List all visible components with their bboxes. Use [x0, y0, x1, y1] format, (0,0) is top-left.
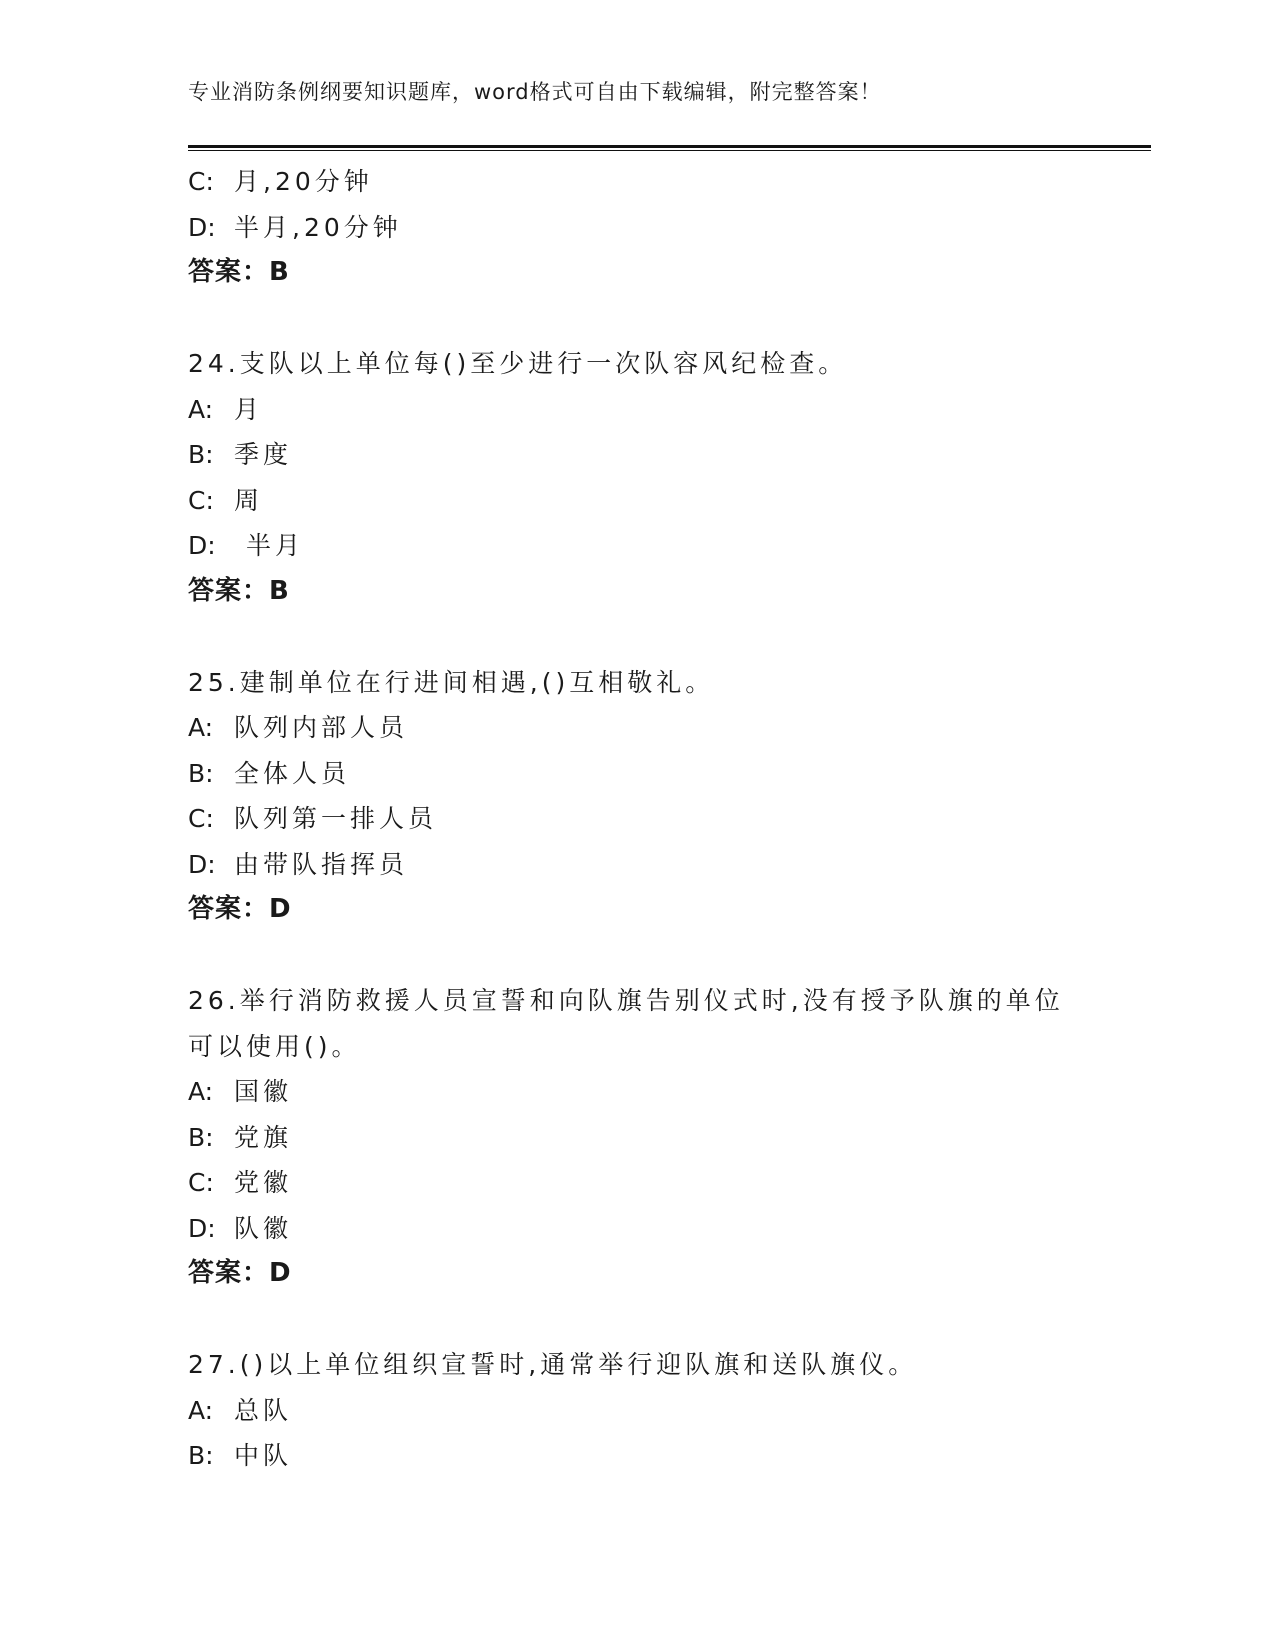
answer-line: 答案：B [188, 257, 290, 287]
option-label: B: [188, 758, 214, 788]
option-c [188, 796, 1088, 842]
option-label: D: [188, 531, 216, 560]
option-c [188, 478, 1088, 524]
option-label: A: [188, 1077, 214, 1106]
option-label: D: [188, 1213, 216, 1243]
option-text: 月 [234, 394, 264, 424]
option-text: 半月,20分钟 [234, 212, 402, 242]
option-label: B: [188, 440, 214, 469]
option-d [188, 523, 1088, 569]
answer-line: 答案：D [188, 894, 292, 924]
option-label: D: [188, 849, 216, 879]
option-text: 中队 [234, 1441, 293, 1470]
answer-line: 答案：B [188, 575, 290, 606]
question-stem: 27.()以上单位组织宣誓时,通常举行迎队旗和送队旗仪。 [188, 1350, 918, 1379]
option-a [188, 1388, 1088, 1434]
option-text: 国徽 [234, 1077, 293, 1106]
option-c [188, 159, 1088, 205]
option-d [188, 1206, 1088, 1252]
page-header: 专业消防条例纲要知识题库，word格式可自由下载编辑，附完整答案！ [188, 80, 882, 104]
option-d [188, 205, 1088, 251]
option-text: 党旗 [234, 1122, 293, 1152]
option-c [188, 1160, 1088, 1206]
option-label: C: [188, 167, 214, 196]
option-text: 季度 [234, 440, 293, 469]
option-b [188, 1115, 1088, 1161]
option-a [188, 387, 1088, 433]
option-label: A: [188, 1395, 214, 1425]
option-text: 党徽 [234, 1168, 293, 1197]
question-content [188, 159, 1088, 1479]
option-text: 队列内部人员 [234, 713, 409, 742]
option-label: C: [188, 804, 214, 833]
option-label: B: [188, 1122, 214, 1152]
header-rule-thin [188, 150, 1151, 151]
option-d [188, 842, 1088, 888]
option-label: C: [188, 1168, 214, 1197]
option-label: C: [188, 485, 214, 515]
option-label: B: [188, 1441, 214, 1470]
option-label: A: [188, 713, 214, 742]
option-text: 半月 [234, 531, 304, 560]
option-label: D: [188, 212, 216, 242]
option-b [188, 1433, 1088, 1479]
option-text: 队列第一排人员 [234, 804, 438, 833]
option-text: 队徽 [234, 1213, 293, 1243]
option-text: 总队 [234, 1395, 293, 1425]
option-text: 由带队指挥员 [234, 849, 409, 879]
header-rule-thick [188, 145, 1151, 148]
question-stem: 26.举行消防救援人员宣誓和向队旗告别仪式时,没有授予队旗的单位 [188, 986, 1064, 1015]
option-b [188, 751, 1088, 797]
question-stem: 25.建制单位在行进间相遇,()互相敬礼。 [188, 667, 715, 697]
answer-line: 答案：D [188, 1258, 292, 1288]
option-a [188, 705, 1088, 751]
option-text: 周 [234, 485, 264, 515]
option-b [188, 432, 1088, 478]
option-text: 月,20分钟 [234, 167, 373, 196]
option-text: 全体人员 [234, 758, 351, 788]
option-label: A: [188, 394, 214, 424]
option-a [188, 1069, 1088, 1115]
question-stem: 24.支队以上单位每()至少进行一次队容风纪检查。 [188, 349, 848, 378]
question-stem-continued: 可以使用()。 [188, 1031, 361, 1061]
